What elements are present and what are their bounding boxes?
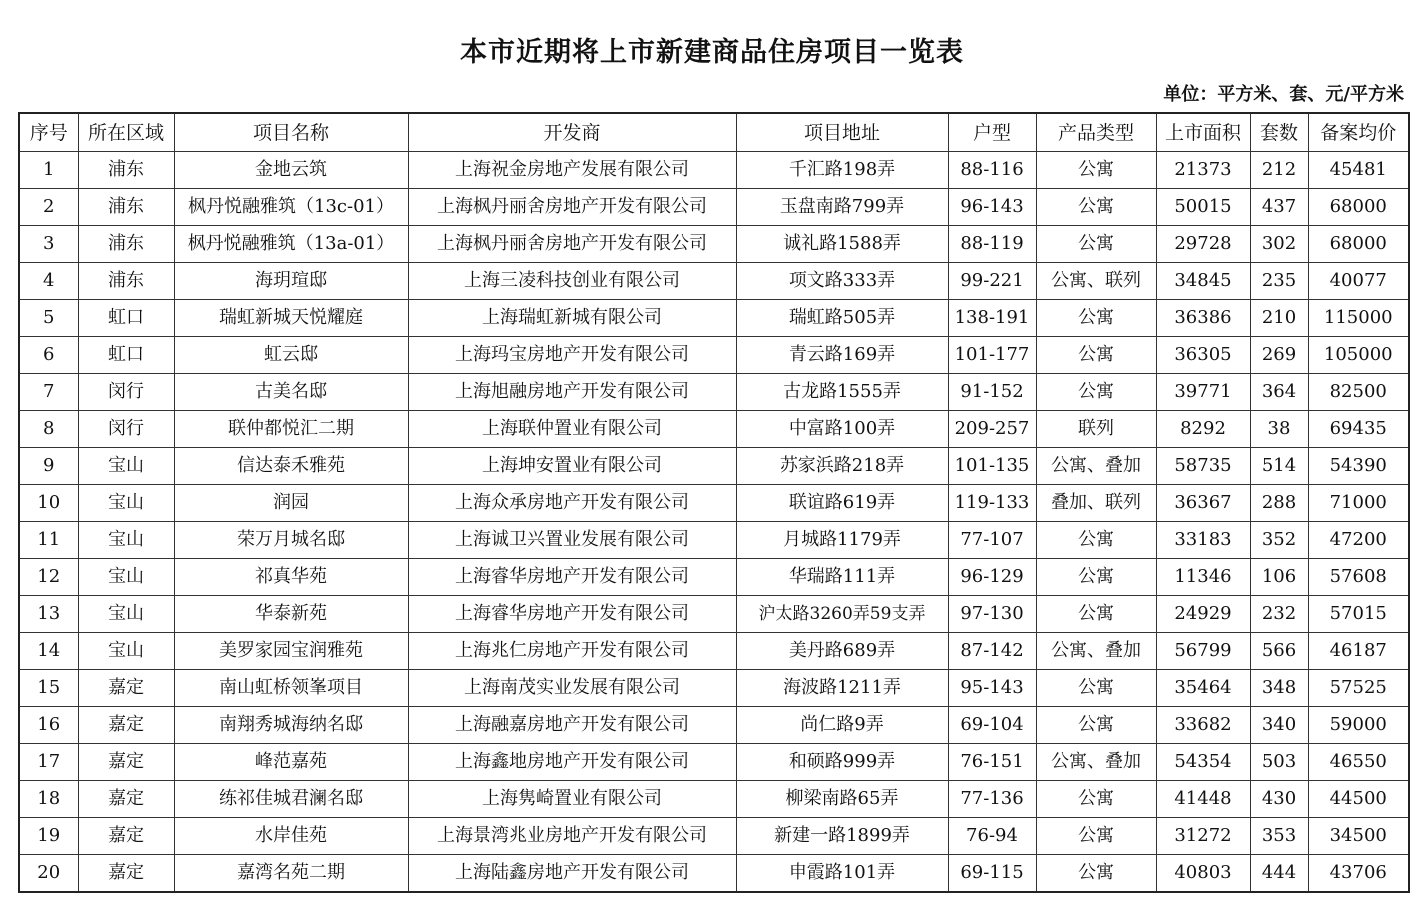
cell-col-district: 嘉定 [78,855,174,893]
cell-col-product-type: 公寓、叠加 [1036,633,1156,670]
cell-col-district: 嘉定 [78,707,174,744]
cell-col-units: 302 [1250,226,1308,263]
cell-col-address: 青云路169弄 [736,337,948,374]
cell-col-avg-price: 68000 [1308,189,1409,226]
cell-col-address: 玉盘南路799弄 [736,189,948,226]
cell-col-unit-type: 101-177 [948,337,1036,374]
table-row [19,337,1409,374]
cell-col-index: 3 [19,226,78,263]
header-col-units: 套数 [1250,113,1308,152]
cell-col-units: 106 [1250,559,1308,596]
cell-col-district: 宝山 [78,448,174,485]
table-row [19,189,1409,226]
cell-col-area: 50015 [1156,189,1250,226]
cell-col-project-name: 信达泰禾雅苑 [174,448,408,485]
cell-col-product-type: 叠加、联列 [1036,485,1156,522]
cell-col-units: 348 [1250,670,1308,707]
header-col-developer: 开发商 [408,113,736,152]
cell-col-project-name: 南山虹桥领峯项目 [174,670,408,707]
cell-col-avg-price: 105000 [1308,337,1409,374]
cell-col-address: 联谊路619弄 [736,485,948,522]
cell-col-product-type: 公寓 [1036,226,1156,263]
cell-col-unit-type: 69-104 [948,707,1036,744]
cell-col-index: 11 [19,522,78,559]
cell-col-units: 340 [1250,707,1308,744]
cell-col-unit-type: 96-143 [948,189,1036,226]
cell-col-project-name: 海玥瑄邸 [174,263,408,300]
cell-col-index: 4 [19,263,78,300]
cell-col-units: 503 [1250,744,1308,781]
cell-col-district: 宝山 [78,633,174,670]
cell-col-project-name: 祁真华苑 [174,559,408,596]
table-row [19,374,1409,411]
cell-col-area: 39771 [1156,374,1250,411]
cell-col-area: 40803 [1156,855,1250,893]
cell-col-units: 566 [1250,633,1308,670]
cell-col-avg-price: 54390 [1308,448,1409,485]
cell-col-product-type: 公寓、联列 [1036,263,1156,300]
cell-col-project-name: 金地云筑 [174,152,408,189]
cell-col-developer: 上海景湾兆业房地产开发有限公司 [408,818,736,855]
cell-col-product-type: 公寓 [1036,300,1156,337]
cell-col-product-type: 公寓 [1036,189,1156,226]
cell-col-avg-price: 45481 [1308,152,1409,189]
cell-col-developer: 上海祝金房地产发展有限公司 [408,152,736,189]
cell-col-district: 宝山 [78,485,174,522]
cell-col-developer: 上海瑞虹新城有限公司 [408,300,736,337]
cell-col-address: 美丹路689弄 [736,633,948,670]
cell-col-area: 58735 [1156,448,1250,485]
cell-col-avg-price: 59000 [1308,707,1409,744]
cell-col-developer: 上海诚卫兴置业发展有限公司 [408,522,736,559]
cell-col-area: 29728 [1156,226,1250,263]
cell-col-avg-price: 57015 [1308,596,1409,633]
cell-col-unit-type: 76-151 [948,744,1036,781]
cell-col-area: 24929 [1156,596,1250,633]
cell-col-unit-type: 209-257 [948,411,1036,448]
cell-col-unit-type: 76-94 [948,818,1036,855]
cell-col-area: 41448 [1156,781,1250,818]
cell-col-area: 54354 [1156,744,1250,781]
cell-col-unit-type: 96-129 [948,559,1036,596]
cell-col-area: 33682 [1156,707,1250,744]
cell-col-units: 353 [1250,818,1308,855]
cell-col-district: 嘉定 [78,744,174,781]
table-row [19,226,1409,263]
cell-col-project-name: 南翔秀城海纳名邸 [174,707,408,744]
cell-col-index: 13 [19,596,78,633]
cell-col-district: 虹口 [78,337,174,374]
cell-col-index: 16 [19,707,78,744]
table-row [19,670,1409,707]
cell-col-district: 嘉定 [78,818,174,855]
cell-col-avg-price: 115000 [1308,300,1409,337]
cell-col-avg-price: 40077 [1308,263,1409,300]
cell-col-product-type: 公寓 [1036,596,1156,633]
cell-col-avg-price: 47200 [1308,522,1409,559]
cell-col-index: 15 [19,670,78,707]
cell-col-avg-price: 57608 [1308,559,1409,596]
cell-col-index: 18 [19,781,78,818]
cell-col-product-type: 公寓 [1036,781,1156,818]
cell-col-units: 288 [1250,485,1308,522]
cell-col-index: 6 [19,337,78,374]
cell-col-unit-type: 95-143 [948,670,1036,707]
cell-col-address: 诚礼路1588弄 [736,226,948,263]
table-row [19,448,1409,485]
cell-col-district: 虹口 [78,300,174,337]
cell-col-developer: 上海联仲置业有限公司 [408,411,736,448]
cell-col-area: 21373 [1156,152,1250,189]
cell-col-unit-type: 99-221 [948,263,1036,300]
cell-col-avg-price: 34500 [1308,818,1409,855]
cell-col-area: 34845 [1156,263,1250,300]
cell-col-index: 7 [19,374,78,411]
cell-col-district: 浦东 [78,263,174,300]
cell-col-product-type: 公寓、叠加 [1036,448,1156,485]
cell-col-project-name: 荣万月城名邸 [174,522,408,559]
table-row [19,633,1409,670]
cell-col-district: 浦东 [78,152,174,189]
cell-col-unit-type: 77-107 [948,522,1036,559]
cell-col-units: 38 [1250,411,1308,448]
cell-col-product-type: 公寓 [1036,818,1156,855]
cell-col-avg-price: 82500 [1308,374,1409,411]
cell-col-index: 9 [19,448,78,485]
cell-col-units: 444 [1250,855,1308,893]
header-col-avg-price: 备案均价 [1308,113,1409,152]
cell-col-district: 宝山 [78,559,174,596]
cell-col-project-name: 峰范嘉苑 [174,744,408,781]
header-col-area: 上市面积 [1156,113,1250,152]
cell-col-district: 浦东 [78,226,174,263]
cell-col-unit-type: 138-191 [948,300,1036,337]
cell-col-product-type: 公寓 [1036,707,1156,744]
cell-col-district: 浦东 [78,189,174,226]
cell-col-address: 新建一路1899弄 [736,818,948,855]
cell-col-units: 364 [1250,374,1308,411]
cell-col-address: 沪太路3260弄59支弄 [736,596,948,633]
cell-col-product-type: 公寓 [1036,152,1156,189]
cell-col-index: 1 [19,152,78,189]
table-row [19,559,1409,596]
cell-col-product-type: 公寓 [1036,374,1156,411]
cell-col-project-name: 华泰新苑 [174,596,408,633]
cell-col-index: 19 [19,818,78,855]
cell-col-project-name: 水岸佳苑 [174,818,408,855]
cell-col-product-type: 公寓 [1036,522,1156,559]
cell-col-index: 20 [19,855,78,893]
cell-col-address: 古龙路1555弄 [736,374,948,411]
cell-col-district: 闵行 [78,411,174,448]
table-row [19,707,1409,744]
cell-col-area: 33183 [1156,522,1250,559]
cell-col-index: 12 [19,559,78,596]
cell-col-developer: 上海三凌科技创业有限公司 [408,263,736,300]
cell-col-area: 56799 [1156,633,1250,670]
cell-col-address: 尚仁路9弄 [736,707,948,744]
cell-col-developer: 上海兆仁房地产开发有限公司 [408,633,736,670]
cell-col-index: 5 [19,300,78,337]
cell-col-project-name: 古美名邸 [174,374,408,411]
cell-col-unit-type: 87-142 [948,633,1036,670]
header-col-district: 所在区域 [78,113,174,152]
header-col-unit-type: 户型 [948,113,1036,152]
cell-col-district: 宝山 [78,596,174,633]
cell-col-address: 中富路100弄 [736,411,948,448]
cell-col-index: 17 [19,744,78,781]
cell-col-district: 嘉定 [78,670,174,707]
cell-col-avg-price: 68000 [1308,226,1409,263]
table-row [19,411,1409,448]
cell-col-project-name: 枫丹悦融雅筑（13c-01） [174,189,408,226]
cell-col-project-name: 联仲都悦汇二期 [174,411,408,448]
header-col-index: 序号 [19,113,78,152]
cell-col-unit-type: 91-152 [948,374,1036,411]
cell-col-product-type: 公寓 [1036,337,1156,374]
header-col-product-type: 产品类型 [1036,113,1156,152]
header-col-address: 项目地址 [736,113,948,152]
table-row [19,855,1409,893]
cell-col-developer: 上海睿华房地产开发有限公司 [408,596,736,633]
cell-col-address: 和硕路999弄 [736,744,948,781]
cell-col-developer: 上海众承房地产开发有限公司 [408,485,736,522]
cell-col-area: 36305 [1156,337,1250,374]
cell-col-developer: 上海融嘉房地产开发有限公司 [408,707,736,744]
cell-col-project-name: 润园 [174,485,408,522]
cell-col-units: 514 [1250,448,1308,485]
cell-col-district: 嘉定 [78,781,174,818]
cell-col-index: 8 [19,411,78,448]
cell-col-units: 212 [1250,152,1308,189]
cell-col-developer: 上海坤安置业有限公司 [408,448,736,485]
cell-col-address: 柳梁南路65弄 [736,781,948,818]
table-row [19,300,1409,337]
project-table [18,112,1410,893]
cell-col-developer: 上海玛宝房地产开发有限公司 [408,337,736,374]
page-title: 本市近期将上市新建商品住房项目一览表 [460,37,964,68]
table-row [19,818,1409,855]
cell-col-address: 项文路333弄 [736,263,948,300]
cell-col-product-type: 公寓 [1036,855,1156,893]
table-row [19,152,1409,189]
cell-col-area: 35464 [1156,670,1250,707]
cell-col-address: 瑞虹路505弄 [736,300,948,337]
cell-col-avg-price: 46187 [1308,633,1409,670]
cell-col-address: 申霞路101弄 [736,855,948,893]
cell-col-avg-price: 44500 [1308,781,1409,818]
cell-col-avg-price: 43706 [1308,855,1409,893]
cell-col-avg-price: 71000 [1308,485,1409,522]
cell-col-unit-type: 101-135 [948,448,1036,485]
cell-col-area: 8292 [1156,411,1250,448]
cell-col-units: 235 [1250,263,1308,300]
cell-col-index: 2 [19,189,78,226]
cell-col-unit-type: 69-115 [948,855,1036,893]
table-row [19,781,1409,818]
cell-col-avg-price: 57525 [1308,670,1409,707]
cell-col-developer: 上海枫丹丽舍房地产开发有限公司 [408,226,736,263]
cell-col-project-name: 美罗家园宝润雅苑 [174,633,408,670]
cell-col-units: 430 [1250,781,1308,818]
table-header-row [19,113,1409,152]
cell-col-avg-price: 46550 [1308,744,1409,781]
cell-col-project-name: 枫丹悦融雅筑（13a-01） [174,226,408,263]
table-row [19,263,1409,300]
cell-col-product-type: 公寓 [1036,670,1156,707]
cell-col-developer: 上海鑫地房地产开发有限公司 [408,744,736,781]
cell-col-developer: 上海南茂实业发展有限公司 [408,670,736,707]
unit-note: 单位：平方米、套、元/平方米 [1163,84,1404,105]
cell-col-address: 海波路1211弄 [736,670,948,707]
cell-col-area: 36367 [1156,485,1250,522]
cell-col-developer: 上海旭融房地产开发有限公司 [408,374,736,411]
cell-col-index: 10 [19,485,78,522]
cell-col-unit-type: 97-130 [948,596,1036,633]
cell-col-units: 437 [1250,189,1308,226]
cell-col-units: 352 [1250,522,1308,559]
cell-col-unit-type: 88-119 [948,226,1036,263]
cell-col-address: 苏家浜路218弄 [736,448,948,485]
cell-col-product-type: 公寓、叠加 [1036,744,1156,781]
cell-col-project-name: 瑞虹新城天悦耀庭 [174,300,408,337]
cell-col-unit-type: 77-136 [948,781,1036,818]
cell-col-area: 11346 [1156,559,1250,596]
cell-col-district: 宝山 [78,522,174,559]
cell-col-district: 闵行 [78,374,174,411]
cell-col-area: 36386 [1156,300,1250,337]
cell-col-address: 月城路1179弄 [736,522,948,559]
cell-col-units: 210 [1250,300,1308,337]
cell-col-product-type: 联列 [1036,411,1156,448]
table-row [19,744,1409,781]
cell-col-avg-price: 69435 [1308,411,1409,448]
table-row [19,522,1409,559]
table-row [19,485,1409,522]
cell-col-product-type: 公寓 [1036,559,1156,596]
cell-col-project-name: 虹云邸 [174,337,408,374]
cell-col-address: 华瑞路111弄 [736,559,948,596]
cell-col-project-name: 嘉湾名苑二期 [174,855,408,893]
cell-col-unit-type: 119-133 [948,485,1036,522]
cell-col-units: 232 [1250,596,1308,633]
cell-col-address: 千汇路198弄 [736,152,948,189]
table-row [19,596,1409,633]
cell-col-unit-type: 88-116 [948,152,1036,189]
cell-col-area: 31272 [1156,818,1250,855]
cell-col-units: 269 [1250,337,1308,374]
cell-col-developer: 上海隽崎置业有限公司 [408,781,736,818]
cell-col-index: 14 [19,633,78,670]
header-col-project-name: 项目名称 [174,113,408,152]
cell-col-developer: 上海陆鑫房地产开发有限公司 [408,855,736,893]
cell-col-developer: 上海睿华房地产开发有限公司 [408,559,736,596]
cell-col-developer: 上海枫丹丽舍房地产开发有限公司 [408,189,736,226]
cell-col-project-name: 练祁佳城君澜名邸 [174,781,408,818]
